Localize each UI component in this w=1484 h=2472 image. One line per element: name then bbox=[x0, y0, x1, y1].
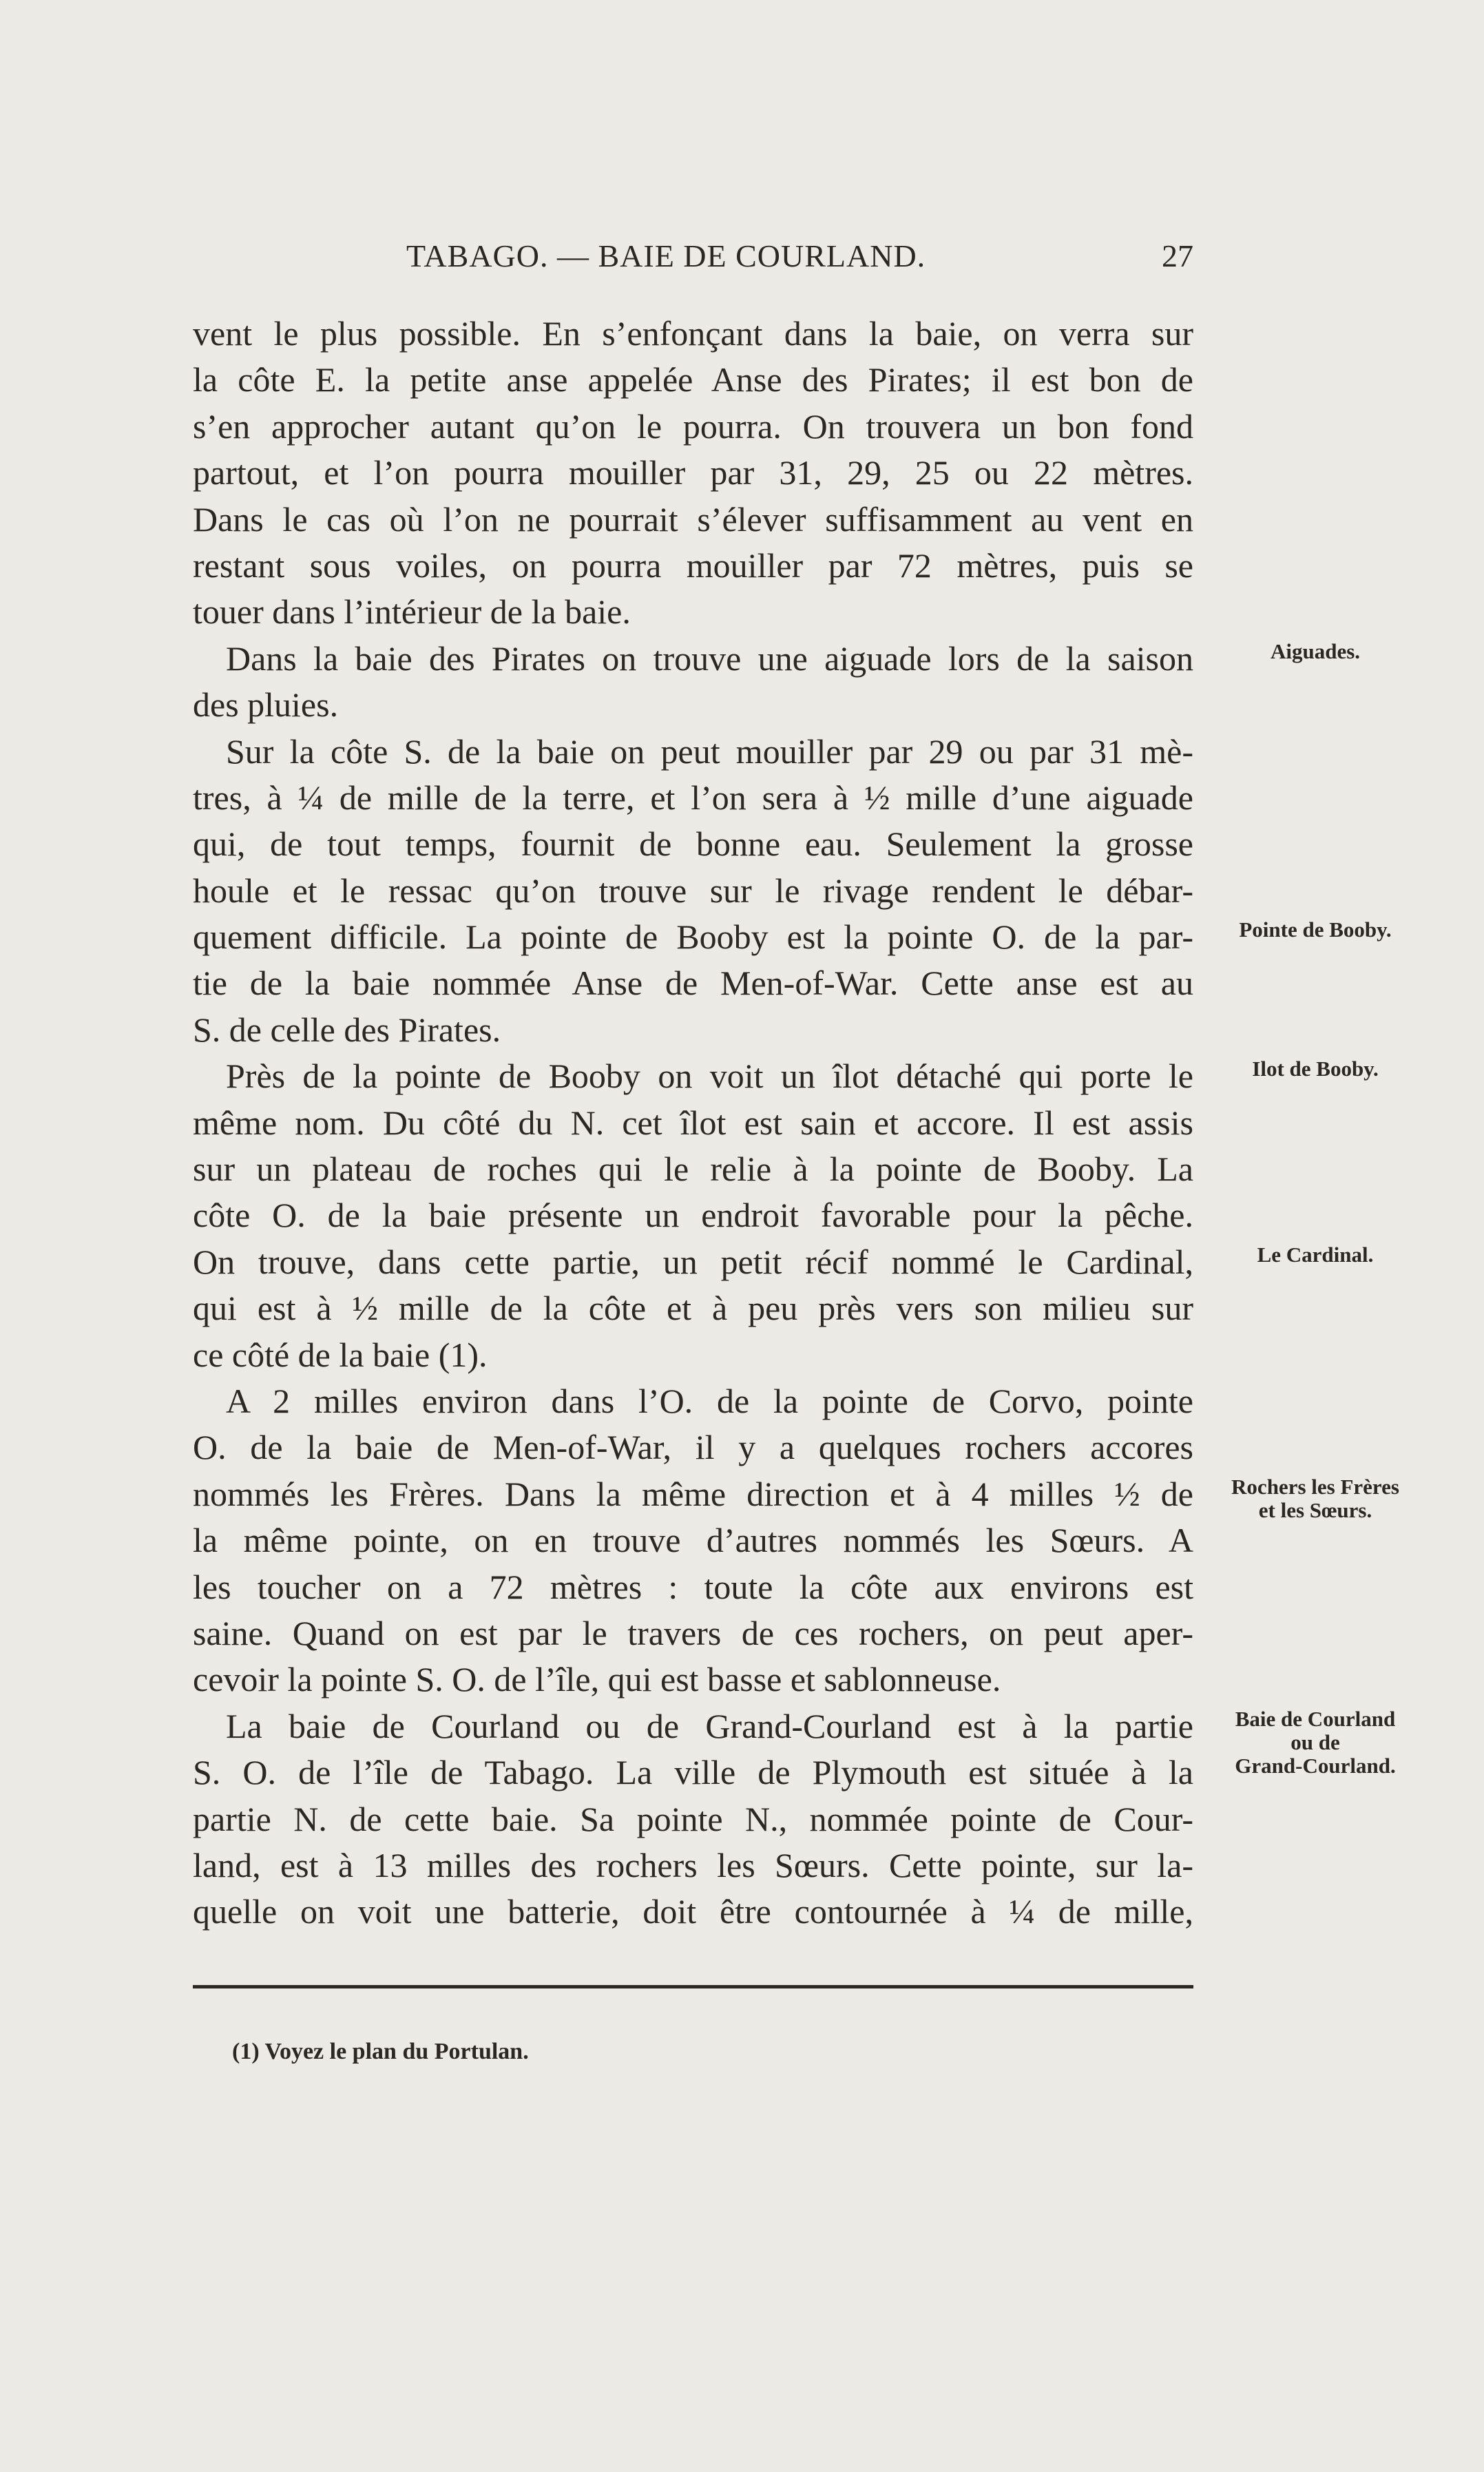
text-line bbox=[193, 1517, 1193, 1564]
text-line bbox=[193, 1239, 1374, 1285]
text-line bbox=[193, 1656, 1193, 1703]
text-line bbox=[193, 497, 1193, 543]
text-line-content: houle et le ressac qu’on trouve sur le rivage rendent le débar- bbox=[193, 871, 1193, 910]
running-title: TABAGO. — BAIE DE COURLAND. bbox=[406, 238, 926, 273]
text-line-content: Près de la pointe de Booby on voit un îlot détaché qui porte le bbox=[226, 1057, 1193, 1096]
margin-note bbox=[1212, 918, 1419, 942]
text-line-content: ce côté de la baie (1). bbox=[193, 1335, 488, 1374]
text-line bbox=[193, 1889, 1193, 1935]
text-line-content: S. de celle des Pirates. bbox=[193, 1010, 501, 1049]
text-line-content: touer dans l’intérieur de la baie. bbox=[193, 592, 631, 632]
footnote: (1) Voyez le plan du Portulan. bbox=[232, 2039, 529, 2064]
margin-note-line: et les Sœurs. bbox=[1258, 1497, 1372, 1522]
text-line-content: quelle on voit une batterie, doit être contournée à ¼ de mille, bbox=[193, 1892, 1193, 1931]
text-line-content: s’en approcher autant qu’on le pourra. On trouvera un bon fond bbox=[193, 406, 1193, 446]
text-line-content: côte O. de la baie présente un endroit favorable pour la pêche. bbox=[193, 1196, 1193, 1235]
text-line bbox=[193, 1842, 1193, 1889]
text-line-content: partout, et l’on pourra mouiller par 31, 29, 25 ou 22 mètres. bbox=[193, 453, 1193, 492]
text-line-content: cevoir la pointe S. O. de l’île, qui est basse et sablonneuse. bbox=[193, 1660, 1001, 1699]
text-line-content: S. O. de l’île de Tabago. La ville de Plymouth est située à la bbox=[193, 1753, 1193, 1792]
text-line-content: tie de la baie nommée Anse de Men-of-War. Cette anse est au bbox=[193, 964, 1193, 1003]
text-line-content: Sur la côte S. de la baie on peut mouiller par 29 ou par 31 mè- bbox=[226, 731, 1193, 771]
margin-note-line: Grand-Courland. bbox=[1235, 1753, 1396, 1778]
text-line-content: land, est à 13 milles des rochers les Sœurs. Cette pointe, sur la- bbox=[193, 1845, 1193, 1884]
text-line bbox=[193, 1424, 1193, 1471]
margin-note-line: Rochers les Frères bbox=[1231, 1474, 1399, 1499]
text-line-content: On trouve, dans cette partie, un petit récif nommé le Cardinal, bbox=[193, 1242, 1193, 1281]
text-line bbox=[193, 775, 1193, 821]
margin-note-line: Le Cardinal. bbox=[1257, 1242, 1374, 1267]
text-line bbox=[193, 914, 1392, 960]
text-line-content: restant sous voiles, on pourra mouiller par 72 mètres, puis se bbox=[193, 546, 1193, 585]
running-header bbox=[193, 238, 1193, 286]
text-line-content: les toucher on a 72 mètres : toute la côte aux environs est bbox=[193, 1567, 1193, 1606]
text-line-content: A 2 milles environ dans l’O. de la pointe de Corvo, pointe bbox=[226, 1381, 1193, 1420]
text-line-content: qui est à ½ mille de la côte et à peu près vers son milieu sur bbox=[193, 1289, 1193, 1328]
text-line bbox=[193, 1100, 1193, 1146]
margin-note bbox=[1212, 1057, 1419, 1081]
text-line bbox=[193, 1285, 1193, 1331]
margin-note-line: Baie de Courland bbox=[1235, 1706, 1396, 1731]
text-line-content: sur un plateau de roches qui le relie à la pointe de Booby. La bbox=[193, 1150, 1193, 1189]
text-line bbox=[193, 1749, 1193, 1796]
margin-note bbox=[1212, 1707, 1419, 1778]
text-line-content: O. de la baie de Men-of-War, il y a quelques rochers accores bbox=[193, 1428, 1193, 1467]
margin-note-line: ou de bbox=[1290, 1730, 1340, 1754]
text-line bbox=[193, 1332, 1193, 1378]
margin-note-line: Pointe de Booby. bbox=[1239, 917, 1392, 942]
text-line bbox=[193, 682, 1193, 728]
text-line-content: quement difficile. La pointe de Booby est la pointe O. de la par- bbox=[193, 917, 1193, 957]
page-number: 27 bbox=[1162, 238, 1193, 273]
text-line bbox=[193, 404, 1193, 450]
text-line-content: saine. Quand on est par le travers de ces rochers, on peut aper- bbox=[193, 1613, 1193, 1652]
text-line bbox=[193, 1053, 1379, 1099]
margin-note bbox=[1212, 1243, 1419, 1267]
text-line-content: la même pointe, on en trouve d’autres nommés les Sœurs. A bbox=[193, 1521, 1193, 1560]
text-line-content: la côte E. la petite anse appelée Anse des Pirates; il est bon de bbox=[193, 360, 1193, 399]
text-line-content: vent le plus possible. En s’enfonçant dans la baie, on verra sur bbox=[193, 314, 1193, 353]
text-line bbox=[193, 543, 1193, 589]
text-line-content: Dans la baie des Pirates on trouve une aiguade lors de la saison bbox=[226, 638, 1193, 678]
text-line bbox=[193, 1146, 1193, 1192]
text-line bbox=[193, 1378, 1193, 1424]
margin-note bbox=[1212, 640, 1419, 663]
text-line bbox=[193, 1192, 1193, 1238]
text-line-content: tres, à ¼ de mille de la terre, et l’on sera à ½ mille d’une aiguade bbox=[193, 778, 1193, 817]
footnote-rule bbox=[193, 1985, 1193, 1988]
text-line bbox=[193, 311, 1193, 357]
text-line bbox=[193, 868, 1193, 914]
text-line bbox=[193, 589, 1193, 635]
text-line-content: qui, de tout temps, fournit de bonne eau. Seulement la grosse bbox=[193, 824, 1193, 864]
text-line bbox=[193, 636, 1361, 682]
margin-note-line: Ilot de Booby. bbox=[1252, 1057, 1379, 1081]
body-text bbox=[193, 311, 1399, 1935]
text-line-content: Dans le cas où l’on ne pourrait s’élever suffisamment au vent en bbox=[193, 499, 1193, 539]
margin-note bbox=[1212, 1475, 1419, 1522]
text-line bbox=[193, 450, 1193, 496]
text-line-content: même nom. Du côté du N. cet îlot est sain et accore. Il est assis bbox=[193, 1103, 1193, 1142]
text-line bbox=[193, 729, 1193, 775]
text-line bbox=[193, 1796, 1193, 1842]
text-line-content: des pluies. bbox=[193, 685, 339, 725]
text-line bbox=[193, 1007, 1193, 1053]
text-line bbox=[193, 357, 1193, 403]
text-line bbox=[193, 960, 1193, 1006]
text-line-content: La baie de Courland ou de Grand-Courland est à la partie bbox=[226, 1706, 1193, 1745]
text-line-content: nommés les Frères. Dans la même direction et à 4 milles ½ de bbox=[193, 1474, 1193, 1513]
margin-note-line: Aiguades. bbox=[1270, 638, 1361, 663]
text-line bbox=[193, 1610, 1193, 1656]
text-line-content: partie N. de cette baie. Sa pointe N., nommée pointe de Cour- bbox=[193, 1799, 1193, 1838]
text-line bbox=[193, 821, 1193, 867]
text-line bbox=[193, 1564, 1193, 1610]
text-line bbox=[193, 1471, 1399, 1522]
